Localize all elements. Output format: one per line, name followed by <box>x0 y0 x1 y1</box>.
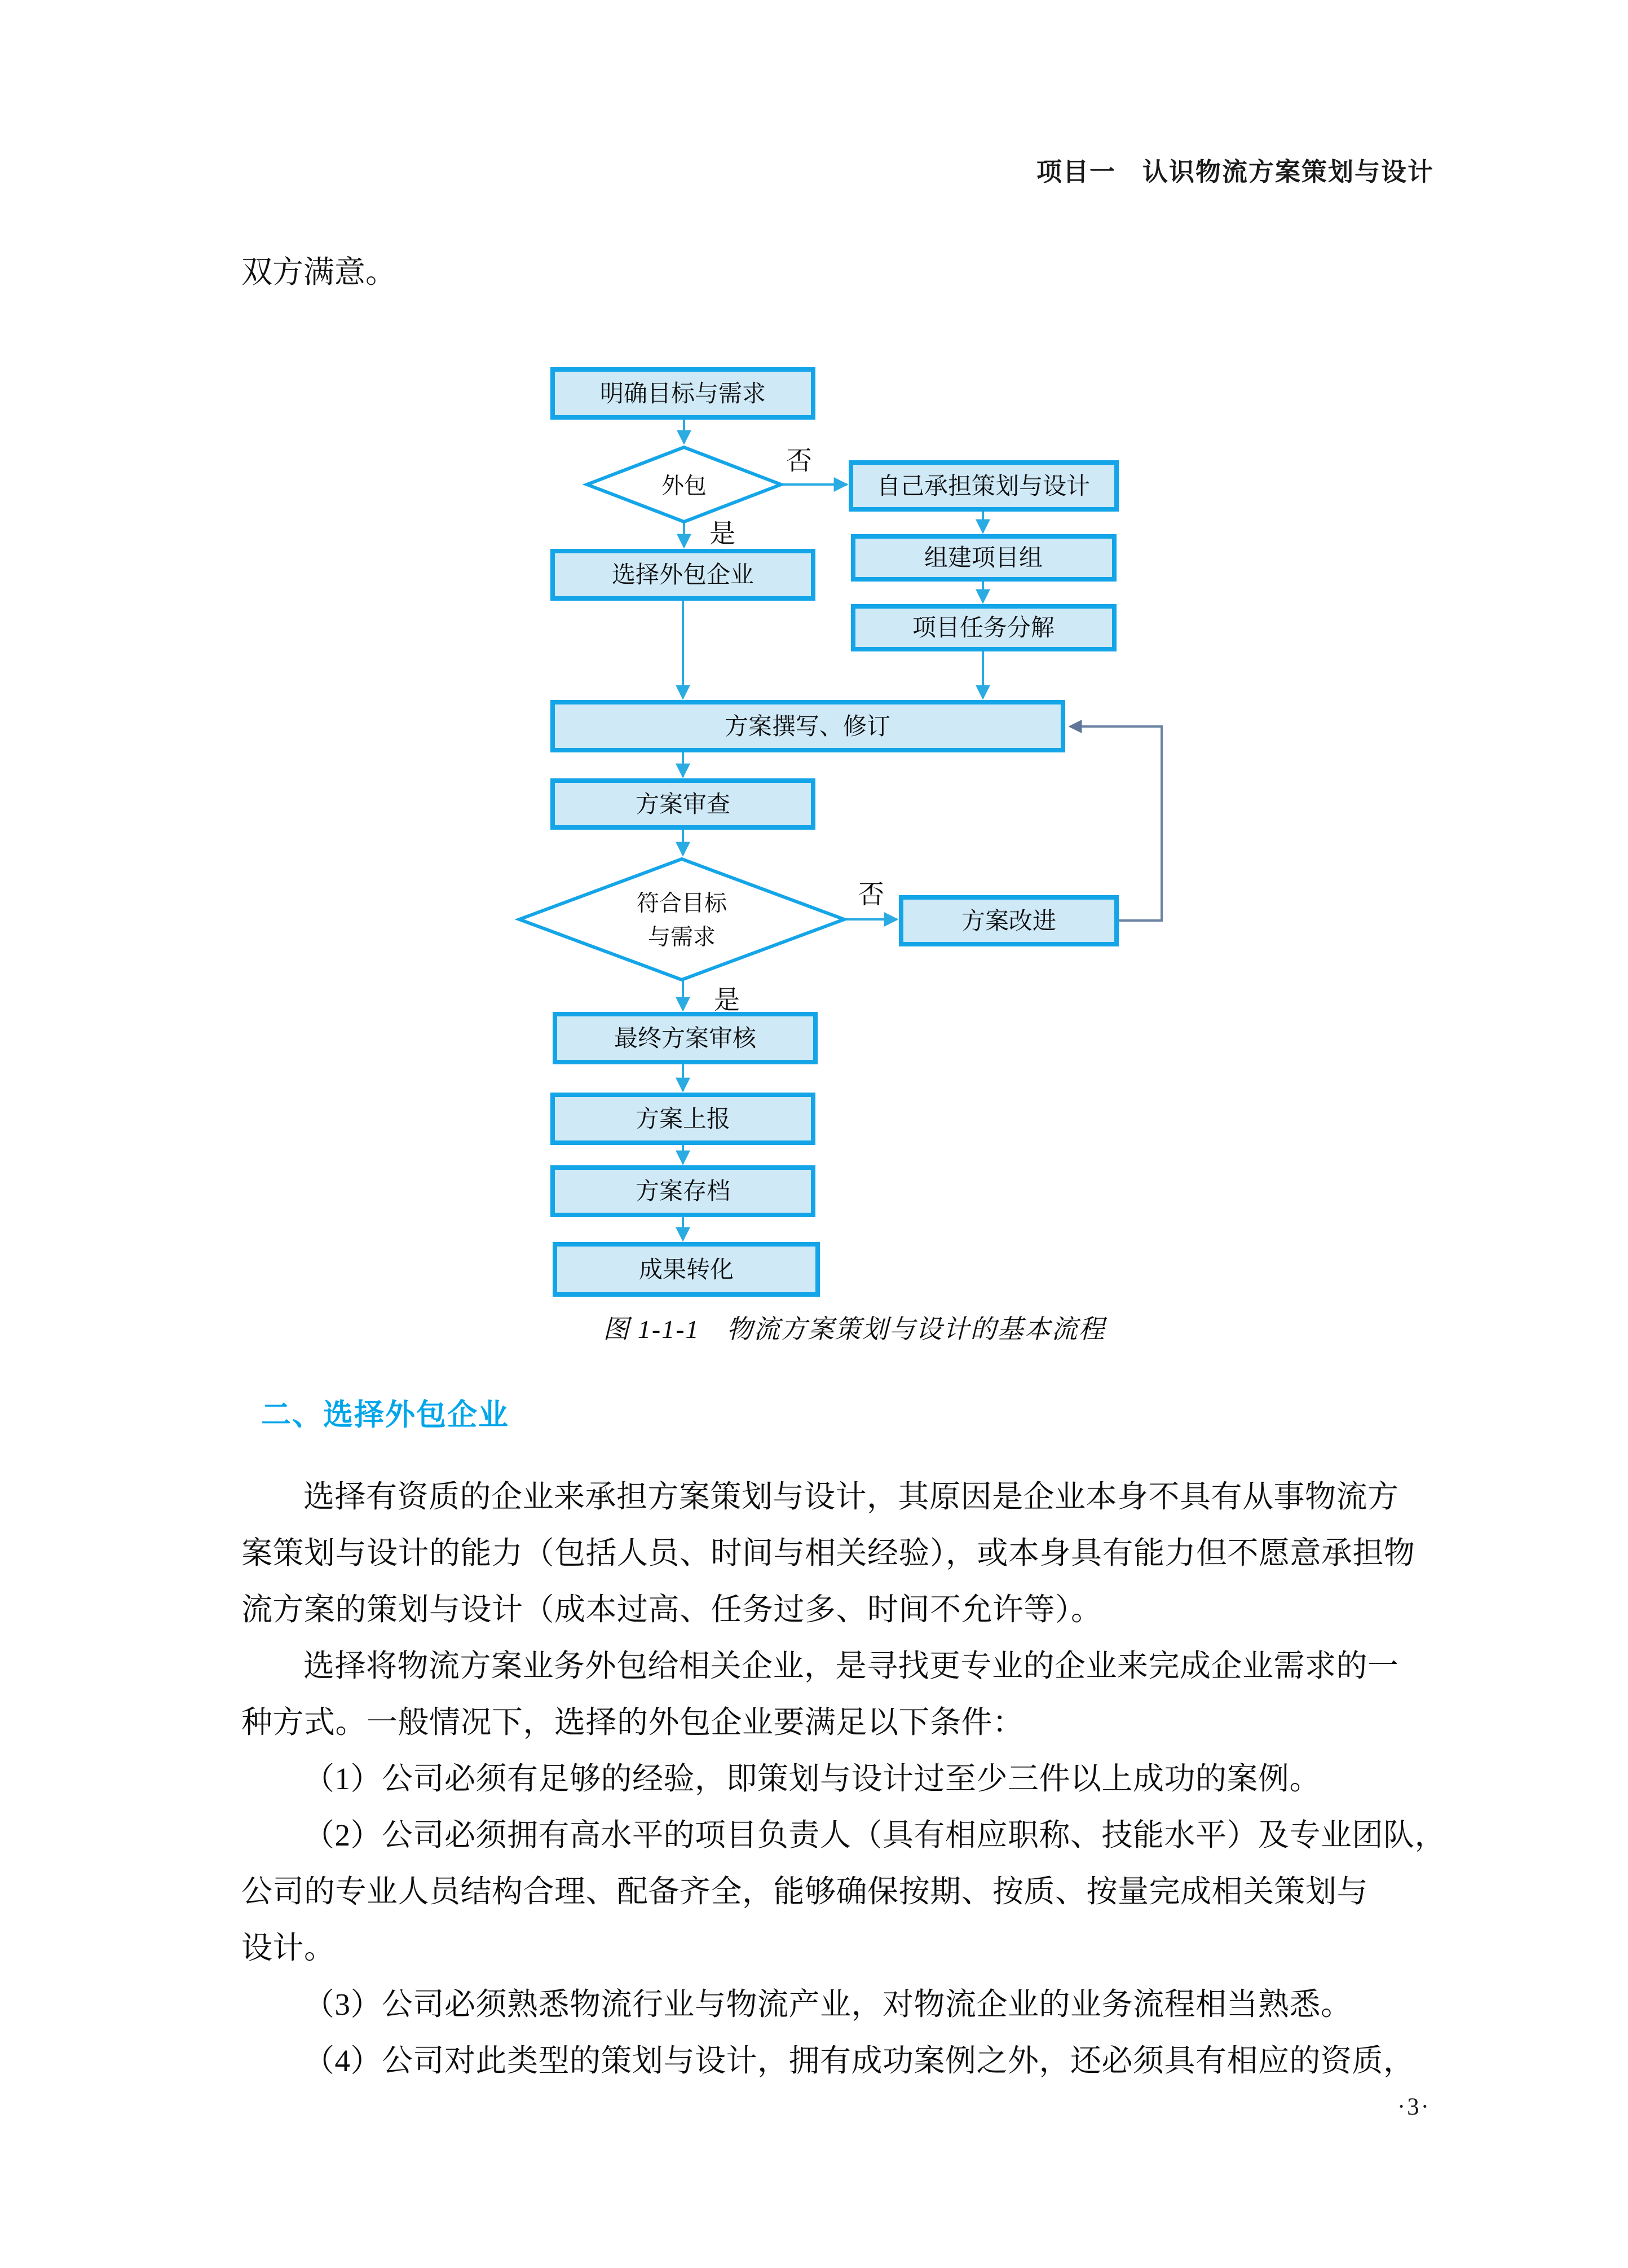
flow-node-improve <box>901 897 1117 944</box>
svg-text:方案存档: 方案存档 <box>635 1179 731 1205</box>
flow-node-report <box>553 1095 813 1143</box>
svg-text:否: 否 <box>786 446 812 475</box>
svg-text:自己承担策划与设计: 自己承担策划与设计 <box>876 474 1091 500</box>
paragraph-line: （4）公司对此类型的策划与设计，拥有成功案例之外，还必须具有相应的资质， <box>303 2044 1415 2078</box>
svg-text:方案改进: 方案改进 <box>961 909 1057 935</box>
flow-node-clarify <box>553 369 813 417</box>
svg-text:最终方案审核: 最终方案审核 <box>614 1026 757 1052</box>
svg-text:组建项目组: 组建项目组 <box>924 545 1043 571</box>
paragraph-line: 设计。 <box>241 1931 336 1965</box>
figure-caption: 图 1-1-1 物流方案策划与设计的基本流程 <box>603 1315 1106 1344</box>
svg-text:是: 是 <box>709 519 735 548</box>
flow-node-self-undertake <box>851 463 1117 509</box>
paragraph-line: （1）公司必须有足够的经验，即策划与设计过至少三件以上成功的案例。 <box>303 1761 1321 1796</box>
flow-edge-label-no-1 <box>786 447 812 475</box>
flow-node-archive <box>553 1168 813 1215</box>
svg-text:否: 否 <box>858 880 884 909</box>
paragraph-line: 案策划与设计的能力（包括人员、时间与相关经验），或本身具有能力但不愿意承担物 <box>241 1536 1415 1570</box>
flow-node-draft-revise <box>553 702 1063 750</box>
flow-node-final-review <box>555 1014 815 1062</box>
svg-text:与需求: 与需求 <box>648 924 716 950</box>
flow-node-review <box>553 781 813 827</box>
flow-edge-label-yes-1 <box>709 519 735 548</box>
svg-text:方案撰写、修订: 方案撰写、修订 <box>724 714 891 740</box>
paragraph-line: （2）公司必须拥有高水平的项目负责人（具有相应职称、技能水平）及专业团队， <box>303 1818 1446 1852</box>
flow-node-select-vendor <box>553 551 813 598</box>
svg-text:方案审查: 方案审查 <box>635 792 731 818</box>
svg-text:选择外包企业: 选择外包企业 <box>611 562 755 588</box>
flow-edge-improve-loop <box>1070 726 1162 921</box>
flow-node-transform <box>555 1244 818 1294</box>
running-header: 项目一 认识物流方案策划与设计 <box>1036 157 1434 186</box>
svg-text:是: 是 <box>714 985 740 1015</box>
paragraph-line: 选择有资质的企业来承担方案策划与设计，其原因是企业本身不具有从事物流方 <box>303 1479 1399 1514</box>
section-heading: 二、选择外包企业 <box>261 1398 509 1432</box>
svg-text:方案上报: 方案上报 <box>635 1107 731 1133</box>
paragraph-line: （3）公司必须熟悉物流行业与物流产业，对物流企业的业务流程相当熟悉。 <box>303 1987 1352 2022</box>
svg-text:明确目标与需求: 明确目标与需求 <box>599 381 766 407</box>
flow-edge-label-no-2 <box>858 880 884 909</box>
flow-node-meet-goal-decision <box>519 859 844 980</box>
flow-node-outsource-decision <box>587 447 781 522</box>
flow-node-task-breakdown <box>853 606 1114 649</box>
paragraph-line: 种方式。一般情况下，选择的外包企业要满足以下条件： <box>241 1705 1024 1739</box>
paragraph-line: 流方案的策划与设计（成本过高、任务过多、时间不允许等）。 <box>241 1592 1102 1627</box>
page-number: ·3· <box>1397 2094 1431 2120</box>
flow-edge-label-yes-2 <box>714 986 740 1015</box>
svg-text:符合目标: 符合目标 <box>637 890 727 916</box>
paragraph-line: 公司的专业人员结构合理、配备齐全，能够确保按期、按质、按量完成相关策划与 <box>241 1874 1369 1909</box>
svg-text:项目任务分解: 项目任务分解 <box>912 615 1055 641</box>
paragraph-line: 双方满意。 <box>241 255 397 289</box>
svg-text:成果转化: 成果转化 <box>638 1257 734 1283</box>
flow-node-form-team <box>853 536 1114 579</box>
paragraph-line: 选择将物流方案业务外包给相关企业，是寻找更专业的企业来完成企业需求的一 <box>303 1649 1399 1683</box>
svg-text:外包: 外包 <box>661 473 707 499</box>
